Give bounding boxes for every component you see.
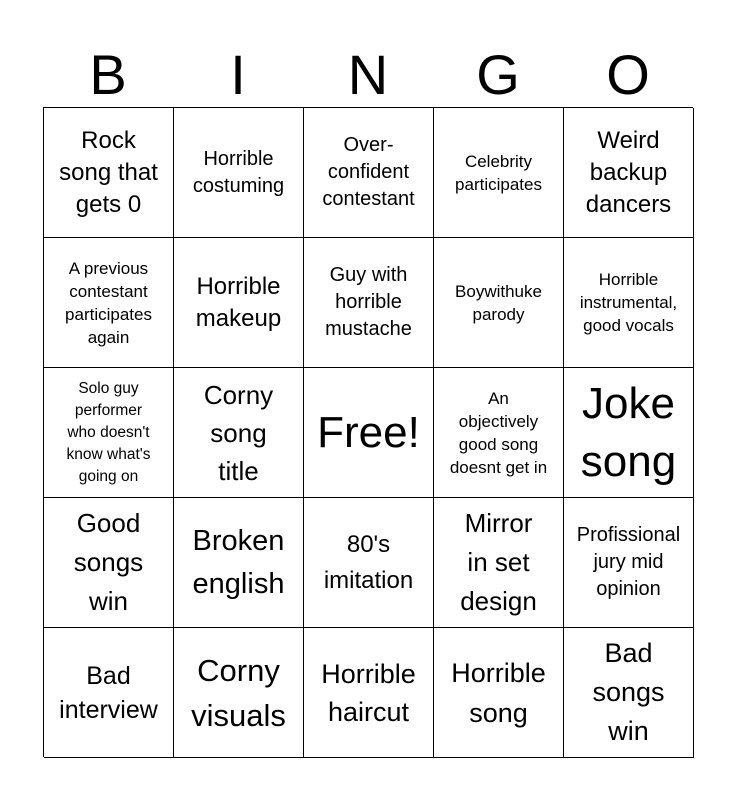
cell-text: An objectively good song doesnt get in xyxy=(449,388,548,477)
bingo-cell[interactable] xyxy=(434,108,564,238)
bingo-cell[interactable] xyxy=(564,368,694,498)
bingo-header xyxy=(43,44,693,106)
cell-text: Mirror in set design xyxy=(460,508,537,616)
bingo-cell[interactable] xyxy=(304,368,434,498)
cell-text: Over- confident contestant xyxy=(322,134,415,210)
header-letter-b: B xyxy=(89,43,127,106)
cell-text: Horrible makeup xyxy=(195,272,282,332)
bingo-cell[interactable] xyxy=(434,368,564,498)
cell-text: Horrible costuming xyxy=(192,147,285,197)
bingo-cell[interactable] xyxy=(564,238,694,368)
cell-text: Horrible instrumental, good vocals xyxy=(579,270,678,335)
cell-text: Rock song that gets 0 xyxy=(59,126,158,218)
cell-text: Weird backup dancers xyxy=(585,126,672,218)
bingo-cell[interactable] xyxy=(44,368,174,498)
cell-text: Bad songs win xyxy=(592,638,665,746)
header-letter-i: I xyxy=(230,43,246,106)
cell-text: Free! xyxy=(317,407,420,457)
cell-text: Corny song title xyxy=(203,379,274,486)
bingo-cell[interactable] xyxy=(434,238,564,368)
bingo-cell[interactable] xyxy=(304,108,434,238)
header-letter-g: G xyxy=(476,43,520,106)
cell-text: Broken english xyxy=(192,524,285,600)
bingo-cell[interactable] xyxy=(44,628,174,758)
cell-text: Bad interview xyxy=(59,661,158,724)
cell-text: Profissional jury mid opinion xyxy=(576,524,681,600)
cell-text: Good songs win xyxy=(73,508,144,616)
bingo-cell[interactable] xyxy=(304,498,434,628)
header-letter-n: N xyxy=(347,43,389,106)
cell-text: 80's imitation xyxy=(323,530,414,594)
cell-text: Horrible haircut xyxy=(321,658,416,727)
header-letter-o: O xyxy=(606,43,650,106)
bingo-cell[interactable] xyxy=(564,498,694,628)
cell-text: Celebrity participates xyxy=(455,151,542,194)
bingo-cell[interactable] xyxy=(174,498,304,628)
bingo-cell[interactable] xyxy=(44,238,174,368)
bingo-board xyxy=(43,107,693,757)
bingo-cell[interactable] xyxy=(44,108,174,238)
bingo-cell[interactable] xyxy=(304,628,434,758)
cell-text: Guy with horrible mustache xyxy=(325,264,412,340)
cell-text: Horrible song xyxy=(451,657,546,728)
cell-text: Boywithuke parody xyxy=(455,281,542,324)
cell-text: A previous contestant participates again xyxy=(65,258,152,347)
cell-text: Corny visuals xyxy=(191,652,286,733)
bingo-cell[interactable] xyxy=(174,108,304,238)
bingo-cell[interactable] xyxy=(434,628,564,758)
bingo-cell[interactable] xyxy=(304,238,434,368)
cell-text: Joke song xyxy=(580,378,677,486)
bingo-cell[interactable] xyxy=(174,628,304,758)
bingo-cell[interactable] xyxy=(434,498,564,628)
cell-text: Solo guy performer who doesn't know what's going on xyxy=(66,379,151,485)
bingo-cell[interactable] xyxy=(174,368,304,498)
bingo-cell[interactable] xyxy=(44,498,174,628)
bingo-cell[interactable] xyxy=(564,628,694,758)
bingo-cell[interactable] xyxy=(174,238,304,368)
bingo-cell[interactable] xyxy=(564,108,694,238)
